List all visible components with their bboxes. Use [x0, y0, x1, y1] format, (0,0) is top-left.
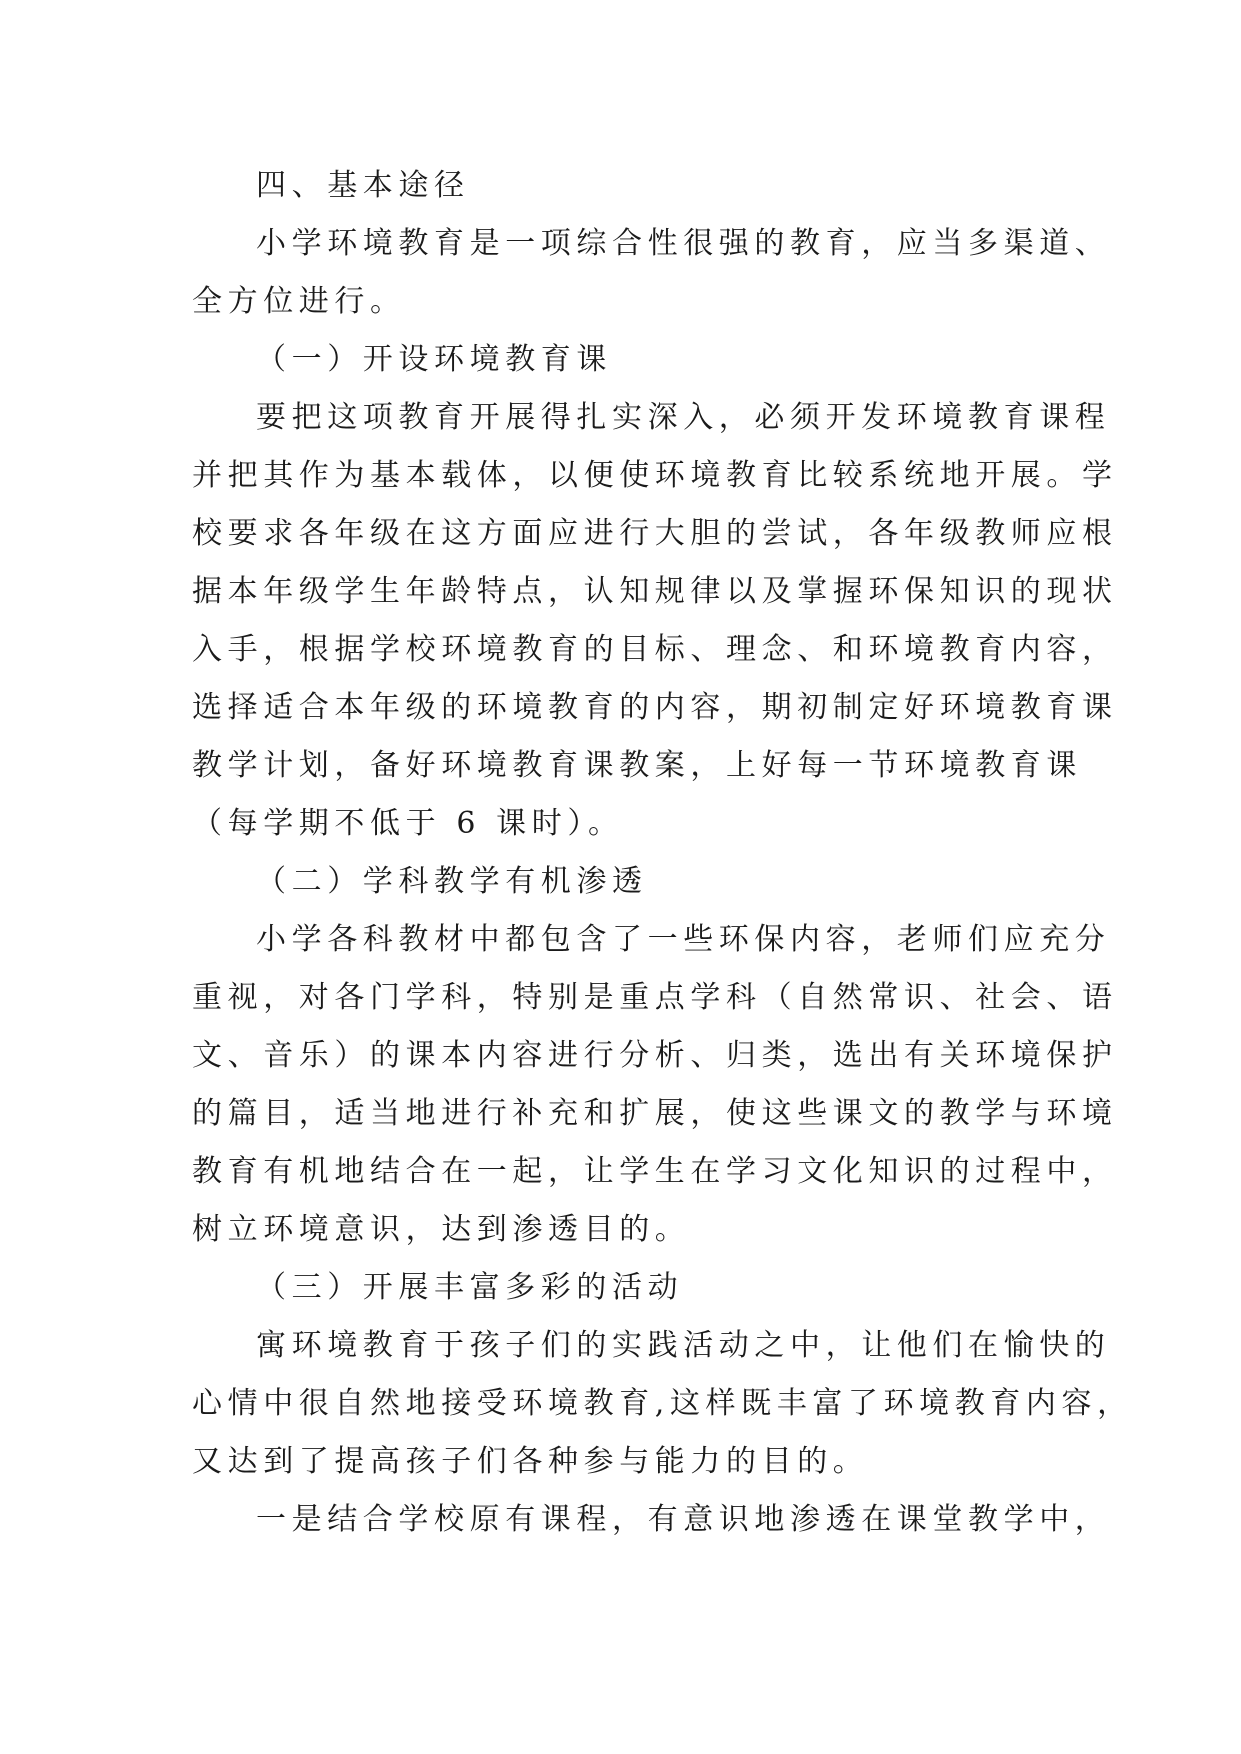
subsection-heading: （一）开设环境教育课: [256, 342, 612, 377]
section-heading: 四、基本途径: [256, 168, 470, 203]
paragraph-line: 据本年级学生年龄特点，认知规律以及掌握环保知识的现状: [192, 574, 1118, 609]
paragraph-line: 选择适合本年级的环境教育的内容，期初制定好环境教育课: [192, 690, 1118, 725]
paragraph-line: （每学期不低于 6 课时）。: [192, 806, 624, 841]
paragraph-line: 文、音乐）的课本内容进行分析、归类，选出有关环境保护: [192, 1038, 1118, 1073]
paragraph-line: 寓环境教育于孩子们的实践活动之中，让他们在愉快的: [256, 1328, 1111, 1363]
paragraph-line: 教育有机地结合在一起，让学生在学习文化知识的过程中，: [192, 1154, 1118, 1189]
paragraph-line: 小学各科教材中都包含了一些环保内容，老师们应充分: [256, 922, 1111, 957]
paragraph-line: 并把其作为基本载体，以便使环境教育比较系统地开展。学: [192, 458, 1118, 493]
paragraph-line: 重视，对各门学科，特别是重点学科（自然常识、社会、语: [192, 980, 1118, 1015]
paragraph-line: 心情中很自然地接受环境教育,这样既丰富了环境教育内容，: [192, 1386, 1133, 1421]
subsection-heading: （三）开展丰富多彩的活动: [256, 1270, 684, 1305]
paragraph-line: 一是结合学校原有课程，有意识地渗透在课堂教学中，: [256, 1502, 1111, 1537]
paragraph-line: 要把这项教育开展得扎实深入，必须开发环境教育课程: [256, 400, 1111, 435]
paragraph-line: 入手，根据学校环境教育的目标、理念、和环境教育内容，: [192, 632, 1118, 667]
paragraph-line: 全方位进行。: [192, 284, 406, 319]
paragraph-line: 校要求各年级在这方面应进行大胆的尝试，各年级教师应根: [192, 516, 1118, 551]
subsection-heading: （二）学科教学有机渗透: [256, 864, 648, 899]
paragraph-line: 的篇目，适当地进行补充和扩展，使这些课文的教学与环境: [192, 1096, 1118, 1131]
paragraph-line: 树立环境意识，达到渗透目的。: [192, 1212, 691, 1247]
paragraph-line: 小学环境教育是一项综合性很强的教育，应当多渠道、: [256, 226, 1111, 261]
paragraph-line: 教学计划，备好环境教育课教案，上好每一节环境教育课: [192, 748, 1082, 783]
paragraph-line: 又达到了提高孩子们各种参与能力的目的。: [192, 1444, 869, 1479]
